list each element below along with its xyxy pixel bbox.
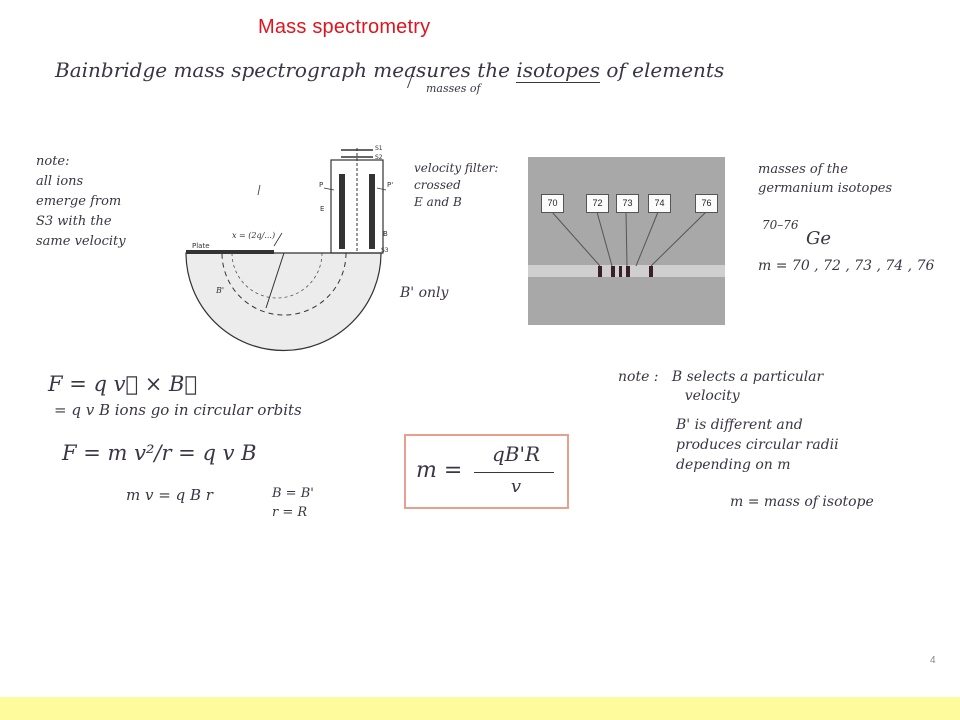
capacitor-plate-right [369,174,375,249]
spectrum-drawing [528,157,725,325]
x-arrow [274,233,282,246]
intro-isotopes: isotopes [516,58,601,82]
isotope-line-76 [649,266,653,277]
label-tick-p [324,188,334,190]
isotope-label-76: 76 [695,194,718,213]
mass-formula-box [404,434,569,509]
germanium-mass-list: m = 70 , 72 , 73 , 74 , 76 [758,258,935,274]
leader-72 [597,212,612,266]
isotope-line-72 [611,266,615,277]
spectrograph-diagram [176,140,406,365]
note-right-mass: m = mass of isotope [730,494,874,510]
germanium-range: 70–76 [762,218,799,232]
isotope-label-72: 72 [586,194,609,213]
intro-suffix: of elements [606,58,725,82]
s3-label: S3 [381,247,389,254]
isotope-label-74: 74 [648,194,671,213]
e-label: E [320,205,325,213]
isotope-line-73 [619,266,622,277]
leader-74 [636,212,658,266]
equation-qvb: = q v B ions go in circular orbits [54,401,302,419]
intro-the: the [477,58,510,82]
leader-76 [651,212,706,266]
velocity-filter-note: velocity filter: crossed E and B [414,161,499,209]
x-label: x = (2q/...) [232,231,276,240]
intro-prefix: Bainbridge mass spectrograph measures [55,58,471,82]
intro-sentence [55,58,724,82]
isotope-label-73: 73 [616,194,639,213]
capacitor-plate-left [339,174,345,249]
p2-label: P' [387,181,394,189]
slide-title: Mass spectrometry [258,16,431,38]
fraction-bar [474,472,554,473]
s1-label: S1 [375,145,383,152]
leader-73 [626,212,627,266]
germanium-symbol: Ge [806,228,832,249]
equation-centripetal: F = m v²/r = q v B [62,441,257,465]
plate-label: Plate [192,242,210,250]
isotope-label-70: 70 [541,194,564,213]
p1-label: P [319,181,324,189]
equation-lorentz: F = q v⃗ × B⃗ [48,372,198,396]
chamber [186,253,381,351]
isotope-line-70 [598,266,602,277]
label-leader-lines [552,212,706,266]
formula-denominator: v [510,476,522,497]
b-label: B [383,230,388,238]
formula-lhs: m = [416,458,463,483]
leader-70 [552,212,600,266]
page-number: 4 [930,655,936,666]
note-right-velocity: note : B selects a particular velocity [618,369,824,404]
equation-mv: m v = q B r [126,486,213,504]
s2-label: S2 [375,154,383,161]
isotope-line-74 [626,266,630,277]
note-right-radii: B' is different and produces circular radii depending on m [676,417,839,473]
small-arrow [258,185,260,195]
note-left: note: all ions emerge from S3 with the same velocity [36,154,126,249]
equation-substitutions: B = B' r = R [272,486,314,520]
label-tick-p2 [377,188,386,190]
intro-insert: masses of [426,82,481,95]
bprime-only-note: B' only [400,285,449,301]
isotope-spectrum-photo [528,157,725,325]
plate [186,250,274,254]
germanium-note: masses of the germanium isotopes [758,162,893,196]
footer-band [0,697,960,720]
bprime-label: B' [216,286,225,295]
formula-numerator: qB'R [491,442,541,466]
spectrograph-drawing [176,140,406,365]
